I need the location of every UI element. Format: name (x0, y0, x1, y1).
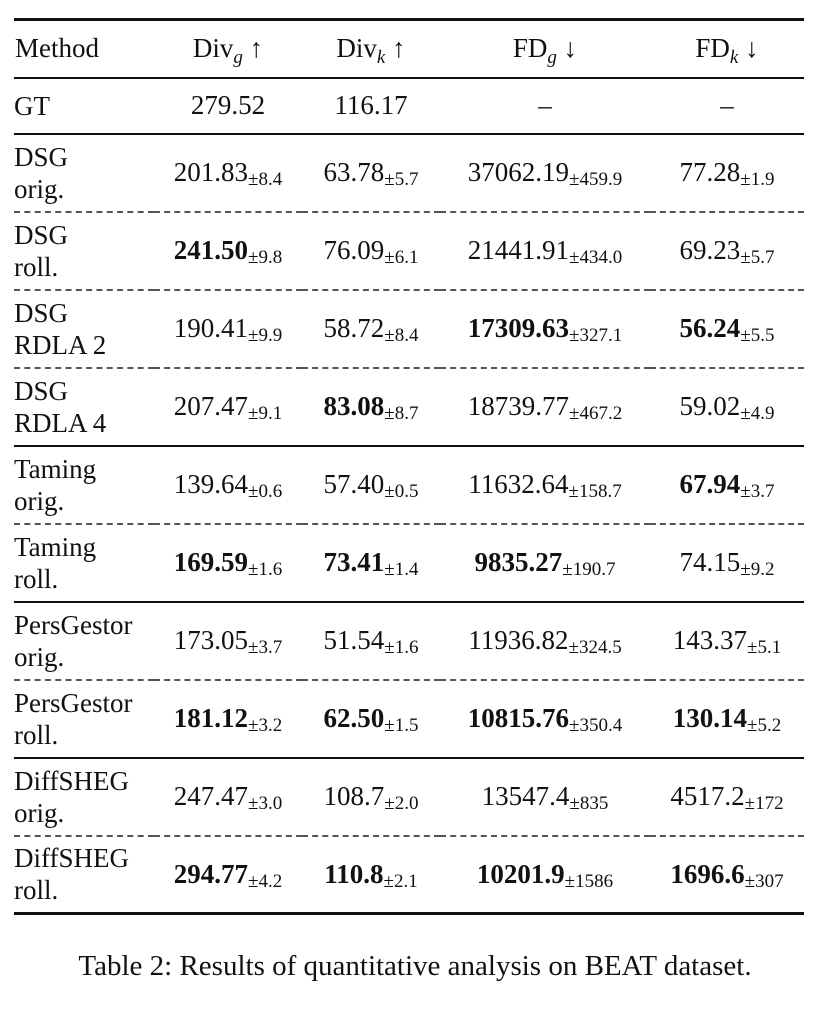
cell-std: ±2.1 (383, 870, 418, 892)
cell-std: ±3.7 (740, 481, 775, 502)
row-method (14, 758, 154, 836)
up-arrow-icon: ↑ (392, 33, 406, 64)
cell-value: 10815.76 (467, 703, 570, 733)
table-caption: Table 2: Results of quantitative analysis on BEAT dataset. (78, 950, 752, 982)
row-method (14, 134, 154, 212)
cell-std: ±3.0 (248, 793, 283, 814)
cell-std: ±5.1 (747, 637, 782, 658)
cell-std: ±5.7 (384, 169, 419, 190)
cell-div-k (302, 212, 440, 290)
method-line: orig. (14, 485, 65, 516)
table-body (14, 78, 804, 914)
cell-value: 57.40 (323, 469, 385, 499)
cell-div-g (154, 446, 302, 524)
cell-fd-g (440, 680, 650, 758)
cell-std: ±5.5 (740, 325, 775, 346)
row-method (14, 524, 154, 602)
cell-std: ±8.4 (248, 169, 283, 190)
method-line: DSG (14, 297, 69, 328)
up-arrow-icon: ↑ (249, 33, 264, 64)
cell-fd-g (440, 446, 650, 524)
cell-value: 59.02 (679, 391, 741, 421)
method-line: orig. (14, 797, 65, 828)
cell-value: 76.09 (323, 235, 385, 265)
cell-std: ±1.9 (740, 169, 775, 190)
cell-div-k (302, 758, 440, 836)
cell-div-k (302, 134, 440, 212)
cell-std: ±307 (744, 870, 784, 892)
cell-std: ±9.1 (248, 403, 283, 424)
cell-value: 173.05 (173, 625, 249, 655)
header-div-g-sub: g (233, 47, 243, 69)
cell-div-g (154, 602, 302, 680)
table-row (14, 290, 804, 368)
cell-std: ±190.7 (562, 559, 616, 580)
table-row (14, 758, 804, 836)
down-arrow-icon: ↓ (563, 33, 578, 64)
cell-value: 9835.27 (474, 547, 563, 577)
cell-std: ±1.5 (384, 715, 419, 736)
cell-div-k (302, 368, 440, 446)
cell-std: ±467.2 (569, 403, 623, 424)
method-line: orig. (14, 173, 65, 204)
cell-value: 201.83 (173, 157, 249, 187)
header-method: Method (15, 33, 99, 64)
cell-std: ±1.6 (248, 559, 283, 580)
cell-std: ±327.1 (569, 325, 623, 346)
results-table (14, 18, 804, 915)
cell-fd-k (650, 446, 804, 524)
cell-div-k (302, 524, 440, 602)
cell-div-k (302, 836, 440, 914)
cell-fd-k (650, 134, 804, 212)
row-method (14, 680, 154, 758)
cell-value: 83.08 (323, 391, 385, 421)
cell-fd-k (650, 680, 804, 758)
header-div-g (154, 20, 302, 78)
table-row (14, 602, 804, 680)
row-method (14, 368, 154, 446)
cell-std: ±1586 (564, 870, 614, 892)
row-method (14, 602, 154, 680)
cell-std: ±6.1 (384, 247, 419, 268)
cell-fd-g (440, 524, 650, 602)
cell-div-g (154, 524, 302, 602)
header-div-g-base: Div (192, 33, 234, 64)
cell-div-g (154, 212, 302, 290)
cell-value: 143.37 (672, 625, 748, 655)
cell-fd-k: – (720, 90, 734, 120)
cell-value: 51.54 (323, 625, 385, 655)
cell-value: 1696.6 (670, 858, 745, 889)
method-line: roll. (14, 251, 59, 282)
cell-std: ±9.9 (248, 325, 283, 346)
method-line: roll. (14, 563, 59, 594)
method-line: roll. (14, 875, 59, 906)
table-row-gt (14, 78, 804, 134)
row-method: GT (14, 90, 50, 121)
cell-fd-k (650, 758, 804, 836)
cell-div-k: 116.17 (334, 90, 408, 120)
cell-std: ±3.7 (248, 637, 283, 658)
header-fd-k (650, 20, 804, 78)
header-fd-g-sub: g (547, 47, 557, 69)
cell-value: 108.7 (323, 781, 385, 811)
cell-std: ±4.9 (740, 403, 775, 424)
cell-std: ±9.8 (248, 247, 283, 268)
method-line: DSG (14, 375, 69, 406)
header-fd-k-sub: k (729, 47, 739, 69)
cell-value: 56.24 (679, 313, 741, 343)
cell-fd-g (440, 758, 650, 836)
header-fd-k-base: FD (695, 33, 730, 64)
table-row (14, 134, 804, 212)
cell-value: 63.78 (323, 157, 385, 187)
cell-std: ±5.7 (740, 247, 775, 268)
cell-div-g (154, 680, 302, 758)
cell-std: ±1.4 (384, 559, 419, 580)
header-div-k (302, 20, 440, 78)
cell-div-k (302, 290, 440, 368)
cell-value: 207.47 (173, 391, 249, 421)
method-line: roll. (14, 719, 59, 750)
cell-fd-g (440, 602, 650, 680)
header-row (14, 20, 804, 78)
cell-value: 69.23 (679, 235, 741, 265)
method-line: PersGestor (14, 687, 133, 718)
cell-value: 181.12 (173, 703, 249, 733)
cell-std: ±158.7 (568, 481, 622, 502)
cell-std: ±8.4 (384, 325, 419, 346)
method-line: Taming (14, 531, 97, 562)
cell-div-g (154, 290, 302, 368)
row-method (14, 446, 154, 524)
cell-fd-g (440, 836, 650, 914)
table-row (14, 212, 804, 290)
table-header (14, 20, 804, 78)
cell-std: ±324.5 (568, 637, 622, 658)
row-method (14, 836, 154, 914)
cell-div-g (154, 368, 302, 446)
table-row (14, 680, 804, 758)
cell-std: ±350.4 (569, 715, 623, 736)
cell-fd-k (650, 524, 804, 602)
cell-value: 17309.63 (467, 313, 570, 343)
cell-value: 241.50 (173, 235, 249, 265)
row-method (14, 290, 154, 368)
method-line: RDLA 4 (14, 407, 107, 438)
cell-fd-g (440, 368, 650, 446)
down-arrow-icon: ↓ (745, 33, 759, 64)
cell-value: 67.94 (679, 469, 741, 499)
method-line: DSG (14, 141, 69, 172)
cell-fd-g: – (538, 90, 552, 120)
cell-value: 130.14 (672, 703, 748, 733)
cell-value: 294.77 (173, 858, 249, 889)
cell-fd-g (440, 134, 650, 212)
cell-value: 21441.91 (467, 235, 570, 265)
cell-div-g (154, 836, 302, 914)
cell-std: ±0.6 (248, 481, 283, 502)
cell-value: 11936.82 (468, 625, 569, 655)
cell-std: ±5.2 (747, 715, 782, 736)
header-div-k-sub: k (376, 47, 386, 69)
cell-std: ±9.2 (740, 559, 775, 580)
cell-value: 74.15 (679, 547, 741, 577)
table-row (14, 524, 804, 602)
header-div-k-base: Div (336, 33, 377, 64)
cell-std: ±459.9 (569, 169, 623, 190)
cell-div-k (302, 680, 440, 758)
method-line: Taming (14, 453, 97, 484)
method-line: orig. (14, 641, 65, 672)
cell-value: 139.64 (173, 469, 249, 499)
cell-fd-k (650, 290, 804, 368)
method-line: RDLA 2 (14, 329, 107, 360)
cell-value: 11632.64 (468, 469, 569, 499)
cell-std: ±172 (744, 793, 784, 814)
cell-value: 62.50 (323, 703, 385, 733)
method-line: DSG (14, 219, 69, 250)
cell-fd-k (650, 212, 804, 290)
cell-std: ±1.6 (384, 637, 419, 658)
cell-fd-k (650, 602, 804, 680)
cell-std: ±4.2 (248, 870, 283, 892)
table-row (14, 368, 804, 446)
cell-std: ±3.2 (248, 715, 283, 736)
cell-std: ±2.0 (384, 793, 419, 814)
cell-value: 110.8 (324, 858, 384, 889)
cell-fd-g (440, 290, 650, 368)
table-row (14, 446, 804, 524)
row-method (14, 212, 154, 290)
cell-std: ±8.7 (384, 403, 419, 424)
table-row (14, 836, 804, 914)
cell-std: ±0.5 (384, 481, 419, 502)
cell-div-k (302, 602, 440, 680)
cell-value: 73.41 (323, 547, 385, 577)
method-line: DiffSHEG (14, 765, 130, 796)
cell-value: 37062.19 (467, 157, 570, 187)
cell-value: 4517.2 (670, 781, 745, 811)
header-fd-g (440, 20, 650, 78)
cell-fd-g (440, 212, 650, 290)
cell-value: 13547.4 (481, 781, 570, 811)
cell-value: 10201.9 (476, 858, 565, 889)
cell-div-g (154, 134, 302, 212)
cell-value: 247.47 (173, 781, 249, 811)
cell-value: 77.28 (679, 157, 741, 187)
header-fd-g-base: FD (512, 33, 548, 64)
cell-div-g: 279.52 (190, 90, 266, 120)
cell-div-k (302, 446, 440, 524)
cell-value: 58.72 (323, 313, 385, 343)
cell-std: ±835 (569, 793, 609, 814)
method-line: DiffSHEG (14, 843, 130, 874)
cell-std: ±434.0 (569, 247, 623, 268)
cell-value: 190.41 (173, 313, 249, 343)
cell-value: 169.59 (173, 547, 249, 577)
cell-value: 18739.77 (467, 391, 570, 421)
method-line: PersGestor (14, 609, 133, 640)
cell-fd-k (650, 368, 804, 446)
cell-div-g (154, 758, 302, 836)
cell-fd-k (650, 836, 804, 914)
